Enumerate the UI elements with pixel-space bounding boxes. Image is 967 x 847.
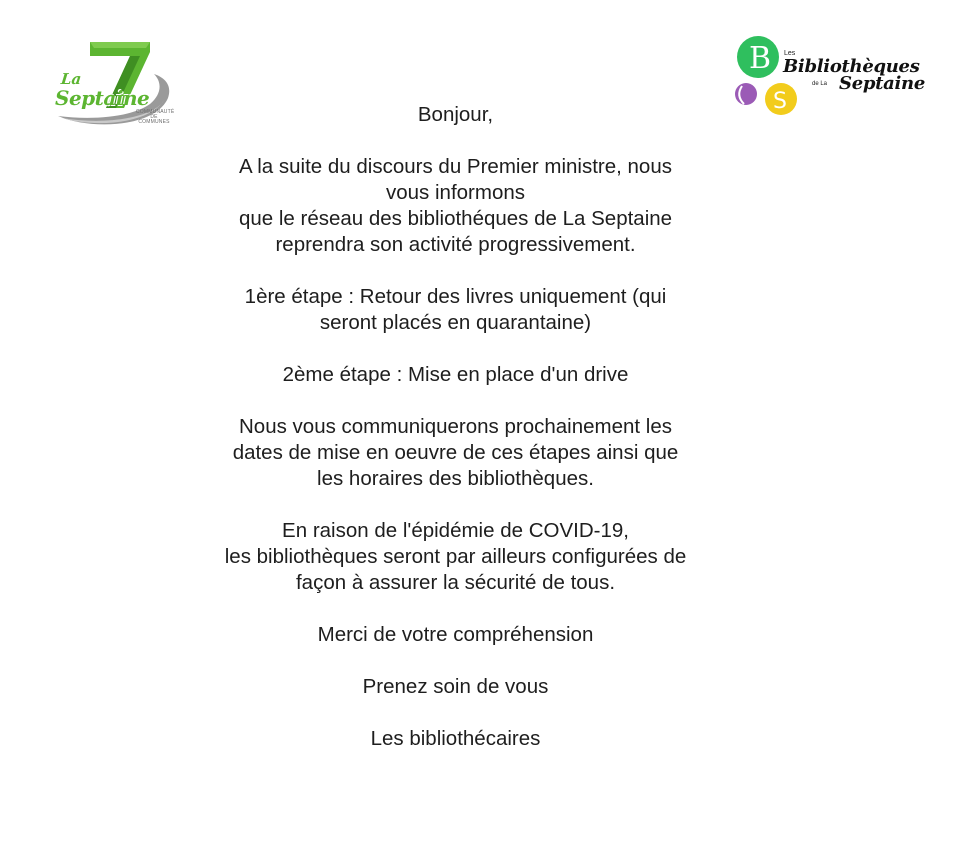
paragraph-reopening-line: A la suite du discours du Premier ministre, nous xyxy=(239,155,672,178)
step-one xyxy=(180,284,731,336)
paragraph-dates-line: dates de mise en oeuvre de ces étapes ainsi que xyxy=(232,441,679,464)
greeting xyxy=(180,102,731,128)
bibliotheques-logo xyxy=(732,34,927,122)
paragraph-reopening-line: que le réseau des bibliothéques de La Septaine xyxy=(238,207,673,230)
signature-line: Les bibliothécaires xyxy=(370,727,541,750)
announcement-message xyxy=(180,102,731,778)
svg-text:B: B xyxy=(749,41,772,76)
paragraph-covid-line: façon à assurer la sécurité de tous. xyxy=(295,571,616,594)
thanks xyxy=(180,622,731,648)
care xyxy=(180,674,731,700)
svg-text:S: S xyxy=(773,89,787,114)
thanks-line: Merci de votre compréhension xyxy=(317,623,594,646)
logo-left-brand-text: Septaine xyxy=(55,86,150,110)
paragraph-reopening xyxy=(180,154,731,258)
paragraph-covid xyxy=(180,518,731,596)
paragraph-reopening-line: reprendra son activité progressivement. xyxy=(275,233,636,256)
logo-right-connector: de La xyxy=(812,81,828,87)
logo-left-subtitle-line2: DE COMMUNES xyxy=(138,114,170,125)
paragraph-dates xyxy=(180,414,731,492)
logo-right-word2: Septaine xyxy=(839,73,925,94)
signature xyxy=(180,726,731,752)
paragraph-covid-line: les bibliothèques seront par ailleurs configurées de xyxy=(224,545,687,568)
paragraph-dates-line: les horaires des bibliothèques. xyxy=(317,467,594,490)
paragraph-covid-line: En raison de l'épidémie de COVID-19, xyxy=(282,519,629,542)
step-one-line: seront placés en quarantaine) xyxy=(319,311,592,334)
la-septaine-logo xyxy=(50,38,175,130)
logo-left-la-text: La xyxy=(60,70,83,88)
paragraph-dates-line: Nous vous communiquerons prochainement les xyxy=(238,415,672,438)
logo-left-subtitle-line1: COMMUNAUTÉ xyxy=(136,109,175,115)
care-line: Prenez soin de vous xyxy=(362,675,549,698)
step-two xyxy=(180,362,731,388)
step-one-line: 1ère étape : Retour des livres uniquement (qui xyxy=(244,285,667,308)
logo-right-prefix: Les xyxy=(784,50,796,57)
greeting-line: Bonjour, xyxy=(417,103,494,126)
logo-right-word1: Bibliothèques xyxy=(783,56,920,77)
logo-left-subtitle xyxy=(136,109,175,125)
paragraph-reopening-line: vous informons xyxy=(385,181,525,204)
step-two-line: 2ème étape : Mise en place d'un drive xyxy=(282,363,629,386)
